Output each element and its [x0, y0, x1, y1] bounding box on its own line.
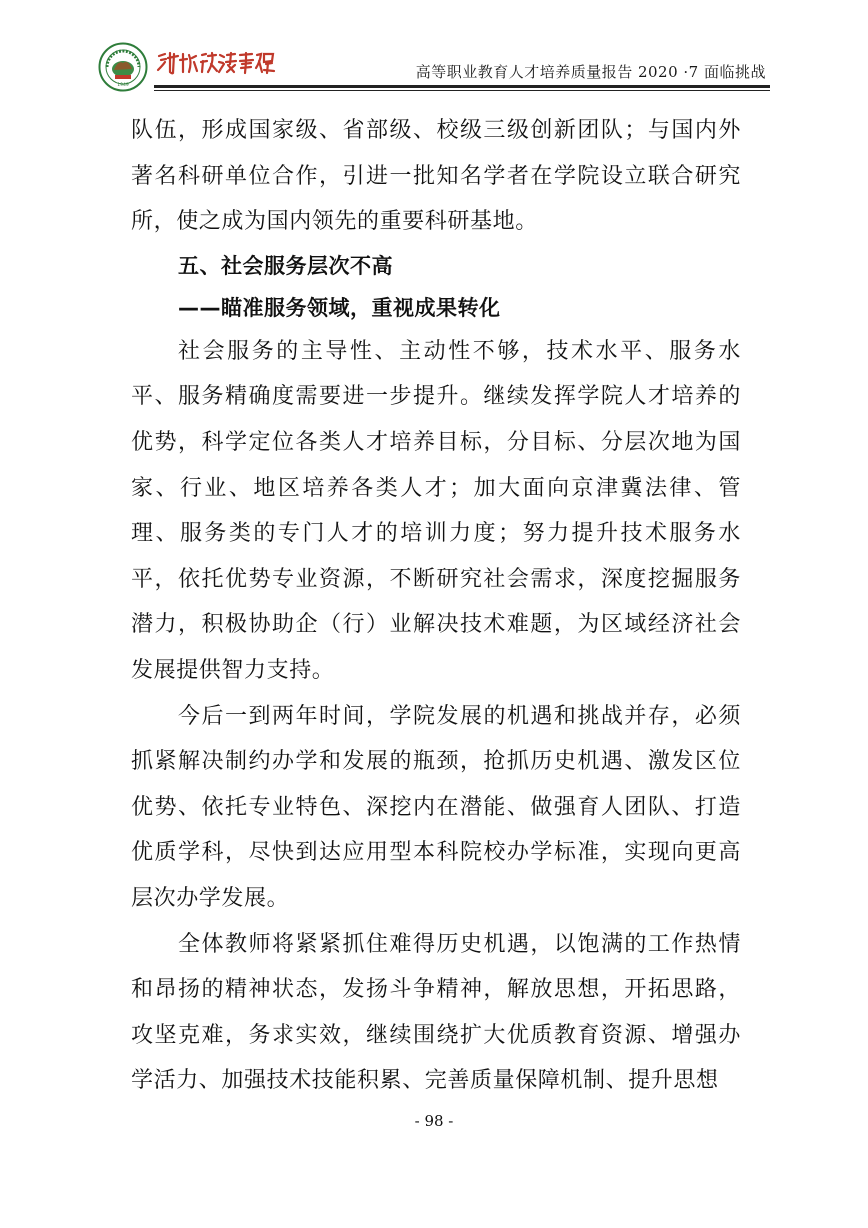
- section-subheading: ——瞄准服务领域，重视成果转化: [178, 295, 501, 320]
- paragraph-continuation: 队伍，形成国家级、省部级、校级三级创新团队；与国内外著名科研单位合作，引进一批知名学者在学院设立联合研究所，使之成为国内领先的重要科研基地。: [131, 118, 741, 235]
- section-heading: 五、社会服务层次不高: [178, 253, 393, 278]
- header-rule-thin: [154, 90, 770, 91]
- college-name-calligraphy: [156, 50, 276, 76]
- page-number: - 98 -: [414, 1112, 454, 1130]
- report-title: 高等职业教育人才培养质量报告 2020 ·7 面临挑战: [415, 63, 766, 81]
- page-body: [131, 108, 741, 1104]
- paragraph-teachers: 全体教师将紧紧抓住难得历史机遇，以饱满的工作热情和昂扬的精神状态，发扬斗争精神，解放思想，开拓思路，攻坚克难，务求实效，继续围绕扩大优质教育资源、增强办学活力、加强技术技能积累、完善质量保障机制、提升思想: [131, 931, 741, 1094]
- page-header: [98, 42, 770, 90]
- logo-year: 1949: [117, 83, 129, 88]
- college-seal-logo: [98, 42, 148, 92]
- paragraph-development: 今后一到两年时间，学院发展的机遇和挑战并存，必须抓紧解决制约办学和发展的瓶颈，抢抓历史机遇、激发区位优势、依托专业特色、深挖内在潜能、做强育人团队、打造优质学科，尽快到达应用型本科院校办学标准，实现向更高层次办学发展。: [131, 703, 741, 911]
- header-rule: [154, 85, 770, 88]
- paragraph-social-service: 社会服务的主导性、主动性不够，技术水平、服务水平、服务精确度需要进一步提升。继续发挥学院人才培养的优势，科学定位各类人才培养目标，分目标、分层次地为国家、行业、地区培养各类人才；加大面向京津冀法律、管理、服务类的专门人才的培训力度；努力提升技术服务水平，依托优势专业资源，不断研究社会需求，深度挖掘服务潜力，积极协助企（行）业解决技术难题，为区域经济社会发展提供智力支持。: [131, 338, 741, 683]
